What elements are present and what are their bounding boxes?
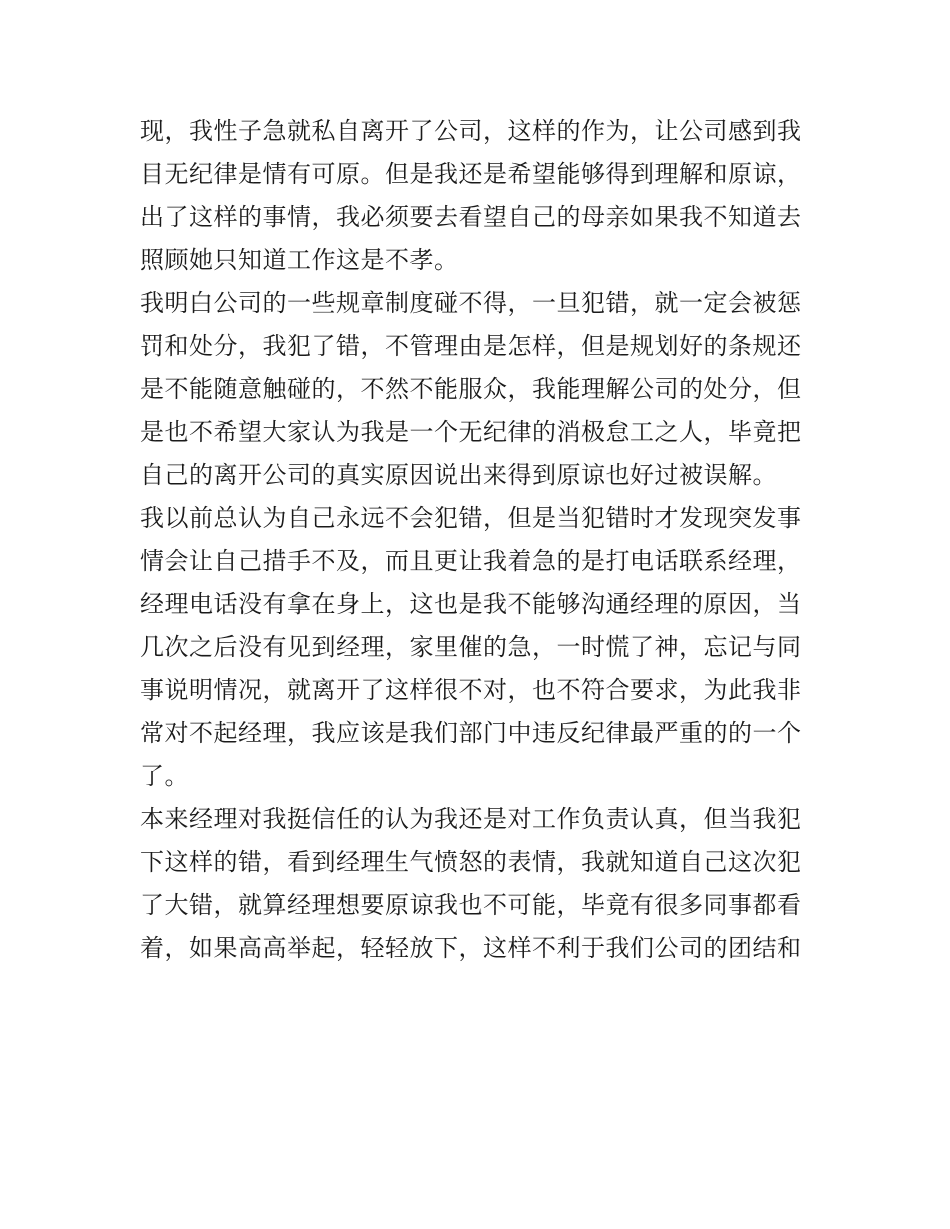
text-line-16: 了。 — [140, 762, 189, 790]
text-line-10: 我以前总认为自己永远不会犯错，但是当犯错时才发现突发事 — [140, 504, 802, 532]
text-line-9: 自己的离开公司的真实原因说出来得到原谅也好过被误解。 — [140, 461, 777, 489]
text-line-19: 了大错，就算经理想要原谅我也不可能，毕竟有很多同事都看 — [140, 891, 802, 919]
text-line-5: 我明白公司的一些规章制度碰不得，一旦犯错，就一定会被惩 — [140, 289, 802, 317]
text-line-4: 照顾她只知道工作这是不孝。 — [140, 246, 459, 274]
text-line-2: 目无纪律是情有可原。但是我还是希望能够得到理解和原谅， — [140, 160, 802, 188]
text-line-11: 情会让自己措手不及，而且更让我着急的是打电话联系经理， — [140, 547, 802, 575]
text-line-18: 下这样的错，看到经理生气愤怒的表情，我就知道自己这次犯 — [140, 848, 802, 876]
document-body — [140, 110, 815, 970]
text-line-3: 出了这样的事情，我必须要去看望自己的母亲如果我不知道去 — [140, 203, 802, 231]
text-line-13: 几次之后没有见到经理，家里催的急，一时慌了神，忘记与同 — [140, 633, 802, 661]
text-line-20: 着，如果高高举起，轻轻放下，这样不利于我们公司的团结和 — [140, 934, 802, 962]
text-line-1: 现，我性子急就私自离开了公司，这样的作为，让公司感到我 — [140, 117, 802, 145]
text-line-6: 罚和处分，我犯了错，不管理由是怎样，但是规划好的条规还 — [140, 332, 802, 360]
text-line-17: 本来经理对我挺信任的认为我还是对工作负责认真，但当我犯 — [140, 805, 802, 833]
text-line-8: 是也不希望大家认为我是一个无纪律的消极怠工之人，毕竟把 — [140, 418, 802, 446]
text-line-14: 事说明情况，就离开了这样很不对，也不符合要求，为此我非 — [140, 676, 802, 704]
text-line-15: 常对不起经理，我应该是我们部门中违反纪律最严重的的一个 — [140, 719, 802, 747]
text-line-7: 是不能随意触碰的，不然不能服众，我能理解公司的处分，但 — [140, 375, 802, 403]
text-line-12: 经理电话没有拿在身上，这也是我不能够沟通经理的原因，当 — [140, 590, 802, 618]
